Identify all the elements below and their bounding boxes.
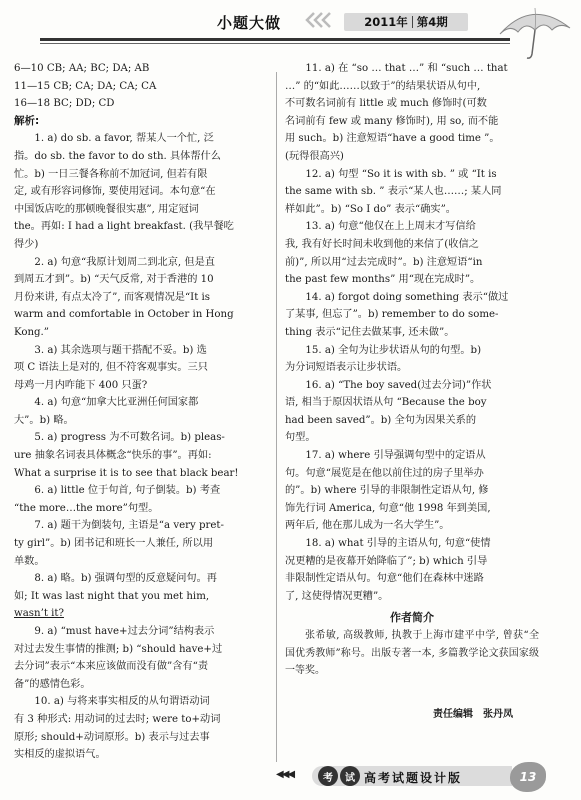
text-line: 14. a) forgot doing something 表示“做过 xyxy=(305,291,509,303)
text-line: ty girl”。b) 团书记和班长一人兼任, 所以用 xyxy=(14,538,214,550)
text-line: 我, 我有好长时间未收到他的来信了(收信之 xyxy=(285,238,479,250)
triple-arrow-icon: ◀◀◀ xyxy=(276,769,294,780)
explanation-heading: 解析: xyxy=(14,114,40,127)
text-line: (玩得很高兴) xyxy=(285,150,344,162)
text-line: 两年后, 他在那儿成为一名大学生”。 xyxy=(285,520,450,532)
text-line: 指。do sb. the favor to do sth. 具体帮什么 xyxy=(14,150,221,162)
text-line: the past few months” 用“现在完成时”。 xyxy=(285,274,481,286)
answer-line: 6—10 CB; AA; BC; DA; AB xyxy=(14,63,150,74)
text-line: ure 抽象名词表具体概念“快乐的事”。再如: xyxy=(14,450,212,462)
footer-char-badge: 考 xyxy=(318,766,338,786)
header-rule xyxy=(40,38,510,41)
text-line: 中国饭店吃的那顿晚餐很实惠”, 用定冠词 xyxy=(14,203,199,215)
text-line: 13. a) 句意“他仅在上上周末才写信给 xyxy=(305,221,476,233)
text-line: thing 表示“记住去做某事, 还未做”。 xyxy=(285,326,455,338)
text-line: 5. a) progress 为不可数名词。b) pleas- xyxy=(34,432,225,444)
issue-separator xyxy=(412,16,413,28)
editor-credit: 责任编辑 张丹凤 xyxy=(433,708,513,720)
umbrella-icon xyxy=(492,4,576,64)
text-line: 到周五才到”。b) “天气反常, 对于香港的 10 xyxy=(14,274,214,286)
text-line: 句。句意“展览是在他以前住过的房子里举办 xyxy=(285,467,484,479)
footer-char-badge: 试 xyxy=(340,766,360,786)
author-bio: 张希敏, 高级教师, 执教于上海市建平中学, 曾获“全国优秀教师”称号。出版专著一本, 多篇教学论文获国家级一等奖。 xyxy=(285,630,539,677)
issue-number: 第4期 xyxy=(416,15,448,29)
text-line: 7. a) 题干为倒装句, 主语是“a very pret- xyxy=(34,520,224,532)
text-line: 备”的感情色彩。 xyxy=(14,678,91,690)
text-line: 况更糟的是夜幕开始降临了”; b) which 引导 xyxy=(285,555,488,567)
text-line: 饰先行词 America, 句意“他 1998 年到美国, xyxy=(285,502,491,514)
text-line: 12. a) 句型 “So it is with sb. ” 或 “It is xyxy=(305,168,497,180)
text-line: 单数。 xyxy=(14,555,45,567)
text-line: 了某事, 但忘了”。b) remember to do some- xyxy=(285,309,499,321)
text-line: 4. a) 句意“加拿大比亚洲任何国家都 xyxy=(34,397,199,409)
text-line: 不可数名词前有 little 或 much 修饰时(可数 xyxy=(285,98,487,110)
text-line: 为分词短语表示让步状语。 xyxy=(285,362,408,374)
page-header xyxy=(0,0,581,60)
text-line: 大”。b) 略。 xyxy=(14,414,74,426)
text-line: 如; It was last night that you met him, xyxy=(14,590,210,602)
text-line: 有 3 种形式: 用动词的过去时; were to+动词 xyxy=(14,713,221,725)
issue-badge xyxy=(344,13,468,31)
text-line: warm and comfortable in October in Hong xyxy=(14,309,234,321)
text-line: 对过去发生事情的推测; b) “should have+过 xyxy=(14,643,223,655)
text-line: wasn’t it? xyxy=(14,608,64,620)
text-line: 名词前有 few 或 many 修饰时), 用 so, 而不能 xyxy=(285,115,499,127)
footer-title: 高考试题设计版 xyxy=(364,771,463,785)
text-line: 18. a) what 引导的主语从句, 句意“使情 xyxy=(305,538,491,550)
text-line: had been saved”。b) 全句为因果关系的 xyxy=(285,414,477,426)
text-line: 15. a) 全句为让步状语从句的句型。b) xyxy=(305,344,482,356)
text-line: Kong.” xyxy=(14,326,49,338)
text-line: the。再如: I had a light breakfast. (我早餐吃 xyxy=(14,221,234,233)
text-line: 去分词”表示“本来应该做而没有做”含有“责 xyxy=(14,661,209,673)
text-line: 前)”, 所以用“过去完成时”。b) 注意短语“in xyxy=(285,256,483,268)
magazine-title: 小题大做 xyxy=(217,14,282,32)
text-line: 16. a) “The boy saved(过去分词)”作状 xyxy=(305,379,492,391)
answer-line: 16—18 BC; DD; CD xyxy=(14,98,115,110)
text-line: 10. a) 与将来事实相反的从句谓语动词 xyxy=(34,696,210,708)
text-line: 8. a) 略。b) 强调句型的反意疑问句。再 xyxy=(34,573,217,585)
text-line: 项 C 语法上是对的, 但不符客观事实。三只 xyxy=(14,362,208,374)
text-line: 非限制性定语从句。句意“他们在森林中迷路 xyxy=(285,573,484,585)
left-column xyxy=(14,60,268,764)
text-line: 母鸡一月内咋能下 400 只蛋? xyxy=(14,379,148,391)
text-line: 1. a) do sb. a favor, 帮某人一个忙, 泛 xyxy=(34,133,214,145)
right-column xyxy=(285,60,539,723)
text-line: 9. a) “must have+过去分词”结构表示 xyxy=(34,626,215,637)
author-heading: 作者简介 xyxy=(390,611,434,625)
text-line: 句型。 xyxy=(285,432,316,444)
text-line: 3. a) 其余选项与题干搭配不妥。b) 选 xyxy=(34,344,207,356)
text-line: 实相反的虚拟语气。 xyxy=(14,749,106,761)
text-line: 原形; should+动词原形。b) 表示与过去事 xyxy=(14,731,210,743)
text-line: 17. a) where 引导强调句型中的定语从 xyxy=(305,450,486,462)
page-footer xyxy=(0,760,581,800)
text-line: 语, 相当于原因状语从句 “Because the boy xyxy=(285,397,487,409)
chevrons-icon xyxy=(302,11,336,29)
text-line: 了, 这使得情况更糟”。 xyxy=(285,590,389,602)
column-divider xyxy=(276,72,277,762)
text-line: 的”。b) where 引导的非限制性定语从句, 修 xyxy=(285,485,489,497)
page-number: 13 xyxy=(519,770,537,784)
text-line: 用 such。b) 注意短语“have a good time ”。 xyxy=(285,133,500,145)
text-line: 得少) xyxy=(14,238,39,250)
text-line: 月份来讲, 有点太冷了”, 而客观情况是“It is xyxy=(14,291,211,303)
text-line: What a surprise it is to see that black bear! xyxy=(14,467,239,479)
text-line: “the more…the more”句型。 xyxy=(14,502,159,514)
text-line: 样如此”。b) “So I do” 表示“确实”。 xyxy=(285,203,456,215)
text-line: 2. a) 句意“我原计划周二到北京, 但是直 xyxy=(34,256,215,268)
text-line: 定, 或有形容词修饰, 要使用冠词。本句意“在 xyxy=(14,186,216,198)
text-line: 忙。b) 一日三餐各称前不加冠词, 但若有限 xyxy=(14,168,208,180)
text-line: 6. a) little 位于句首, 句子倒装。b) 考查 xyxy=(34,485,221,497)
text-line: …” 的“如此……以致于”的结果状语从句中, xyxy=(285,80,481,92)
header-rule-thin xyxy=(40,43,510,44)
text-line: 11. a) 在 “so … that …” 和 “such … that xyxy=(305,63,508,74)
answer-line: 11—15 CB; CA; DA; CA; CA xyxy=(14,80,157,92)
issue-year: 2011年 xyxy=(364,15,408,29)
text-line: the same with sb. ” 表示“某人也……; 某人同 xyxy=(285,186,502,198)
